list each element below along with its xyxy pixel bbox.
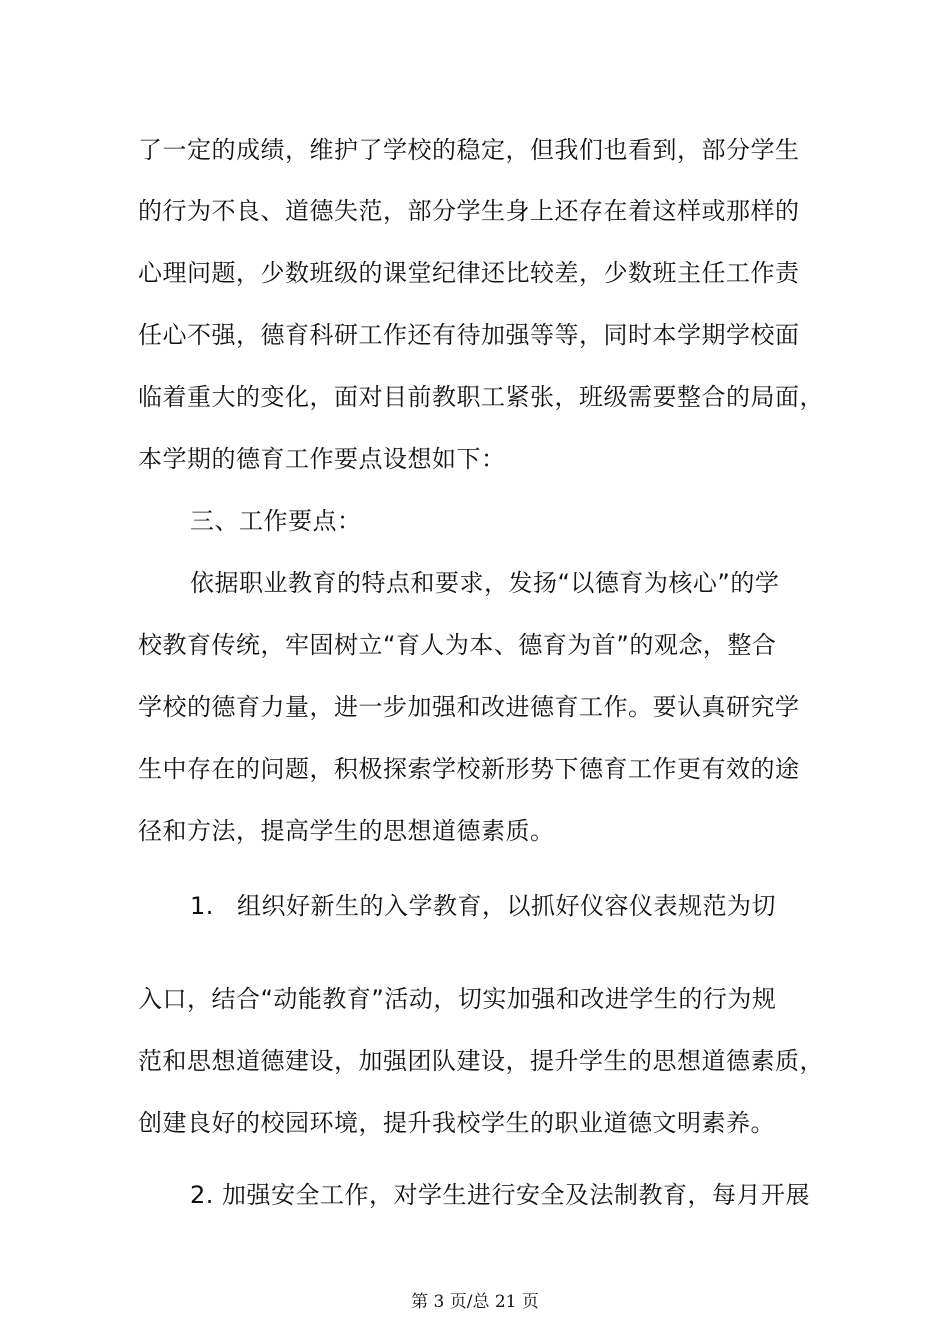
paragraph-line: 了一定的成绩，维护了学校的稳定，但我们也看到，部分学生 (138, 136, 800, 164)
section-heading: 三、工作要点： (190, 507, 362, 535)
paragraph-line: 临着重大的变化，面对目前教职工紧张，班级需要整合的局面， (138, 383, 824, 411)
list-item-line: 入口，结合“动能教育”活动，切实加强和改进学生的行为规 (138, 985, 777, 1013)
paragraph-line: 生中存在的问题，积极探索学校新形势下德育工作更有效的途 (138, 755, 800, 783)
paragraph-line: 校教育传统，牢固树立“育人为本、德育为首”的观念，整合 (138, 631, 777, 659)
paragraph-line: 依据职业教育的特点和要求，发扬“以德育为核心”的学 (190, 569, 780, 597)
paragraph-line: 心理问题，少数班级的课堂纪律还比较差，少数班主任工作责 (138, 259, 800, 287)
list-item-line: 2. 加强安全工作，对学生进行安全及法制教育，每月开展 (190, 1181, 811, 1209)
list-item-line: 组织好新生的入学教育，以抓好仪容仪表规范为切 (237, 892, 776, 920)
paragraph-line: 的行为不良、道德失范，部分学生身上还存在着这样或那样的 (138, 197, 800, 225)
paragraph-line: 径和方法，提高学生的思想道德素质。 (138, 817, 555, 845)
page-number-footer: 第 3 页/总 21 页 (411, 1292, 539, 1312)
paragraph-line: 学校的德育力量，进一步加强和改进德育工作。要认真研究学 (138, 693, 800, 721)
paragraph-line: 本学期的德育工作要点设想如下： (138, 445, 506, 473)
paragraph-line: 任心不强，德育科研工作还有待加强等等，同时本学期学校面 (138, 321, 800, 349)
list-item-line: 创建良好的校园环境，提升我校学生的职业道德文明素养。 (138, 1109, 775, 1137)
list-item-line: 范和思想道德建设，加强团队建设，提升学生的思想道德素质， (138, 1047, 824, 1075)
list-item-number: 1. (190, 892, 214, 920)
